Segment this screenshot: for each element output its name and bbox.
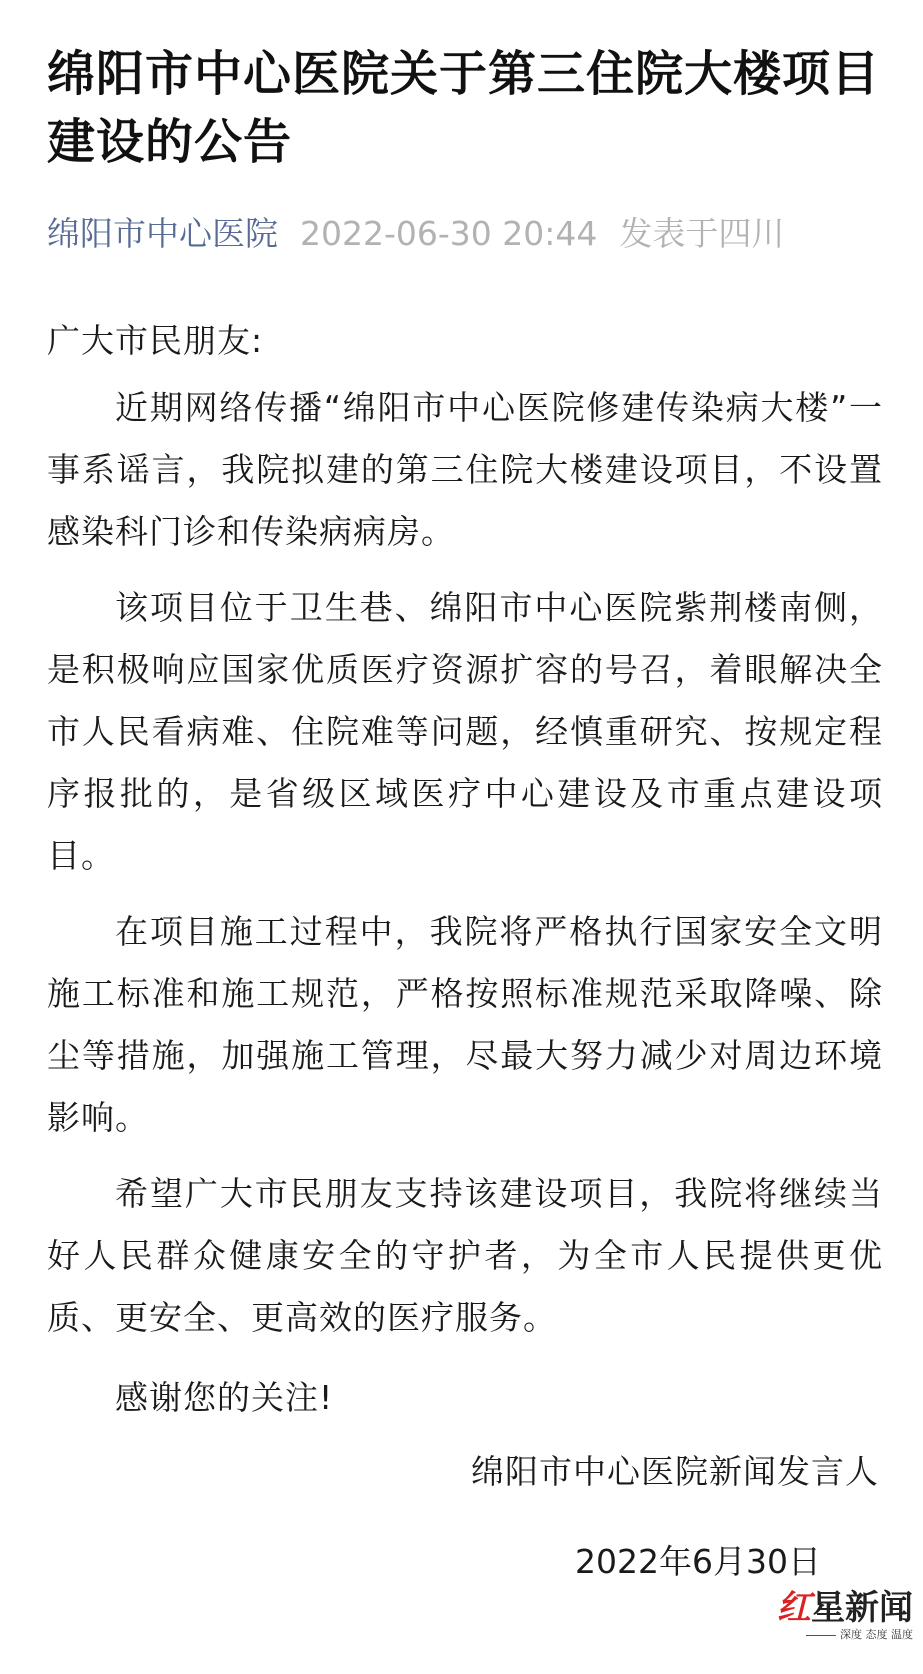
article-title: 绵阳市中心医院关于第三住院大楼项目建设的公告 bbox=[47, 46, 881, 170]
article bbox=[47, 40, 883, 1593]
watermark-tagline: 深度 态度 温度 bbox=[773, 1628, 913, 1642]
signature: 绵阳市中心医院新闻发言人 bbox=[471, 1452, 879, 1491]
publish-datetime: 2022-06-30 20:44 bbox=[300, 214, 598, 253]
article-meta bbox=[47, 212, 883, 256]
watermark-red-char: 红 bbox=[777, 1588, 811, 1628]
paragraph: 希望广大市民朋友支持该建设项目，我院将继续当好人民群众健康安全的守护者，为全市人民提供更优质、更安全、更高效的医疗服务。 bbox=[47, 1174, 883, 1337]
author-link[interactable]: 绵阳市中心医院 bbox=[47, 214, 278, 253]
paragraph: 近期网络传播“绵阳市中心医院修建传染病大楼”一事系谣言，我院拟建的第三住院大楼建设项目，不设置感染科门诊和传染病病房。 bbox=[47, 388, 883, 551]
watermark-rest-chars: 星新闻 bbox=[811, 1588, 913, 1628]
paragraph: 该项目位于卫生巷、绵阳市中心医院紫荆楼南侧，是积极响应国家优质医疗资源扩容的号召，着眼解决全市人民看病难、住院难等问题，经慎重研究、按规定程序报批的，是省级区域医疗中心建设及市重点建设项目。 bbox=[47, 588, 883, 875]
greeting: 广大市民朋友: bbox=[47, 321, 264, 360]
publish-location: 发表于四川 bbox=[619, 214, 785, 253]
paragraph: 在项目施工过程中，我院将严格执行国家安全文明施工标准和施工规范，严格按照标准规范采取降噪、除尘等措施，加强施工管理，尽最大努力减少对周边环境影响。 bbox=[47, 912, 883, 1137]
watermark-wordmark bbox=[777, 1588, 913, 1628]
signature-date: 2022年6月30日 bbox=[575, 1542, 821, 1581]
thanks-line: 感谢您的关注! bbox=[115, 1378, 334, 1417]
watermark-logo bbox=[773, 1588, 913, 1668]
